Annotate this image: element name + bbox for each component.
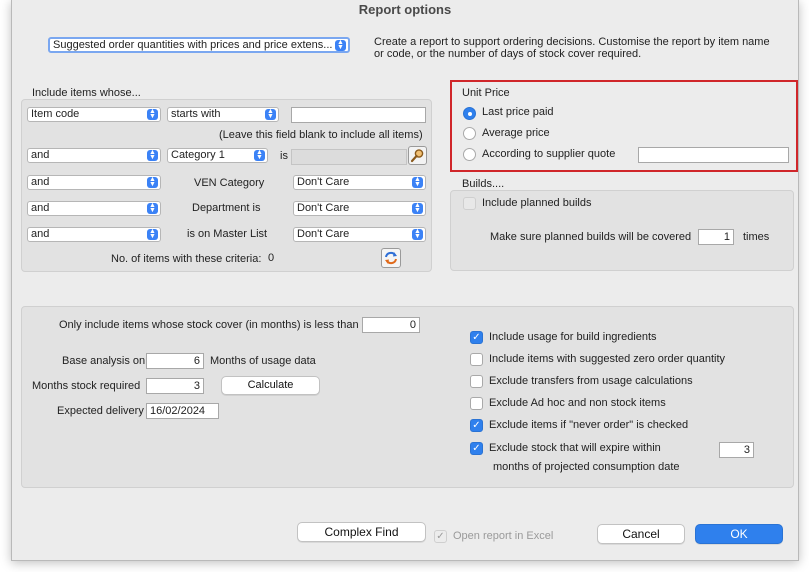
base-analysis-label: Base analysis on [62,355,146,367]
expire-months-input[interactable]: 3 [719,442,754,458]
chevron-updown-icon: ▲ ▼ [147,109,158,120]
criteria-conj-select-4[interactable] [27,201,161,216]
chevron-updown-icon: ▲ ▼ [412,177,423,188]
option-label-0: Include usage for build ingredients [489,331,657,343]
report-type-value: Suggested order quantities with prices and price extens... [53,39,333,51]
option-label-2: Exclude transfers from usage calculations [489,375,693,387]
conj-value: and [31,228,50,240]
average-price-label[interactable]: Average price [482,127,550,139]
option-label-4: Exclude items if "never order" is checked [489,419,689,431]
radio-last-price[interactable] [463,107,476,120]
option-label-3: Exclude Ad hoc and non stock items [489,397,666,409]
department-select[interactable] [293,201,426,216]
calculate-button[interactable]: Calculate [221,376,320,395]
expected-delivery-input[interactable]: 16/02/2024 [146,403,219,419]
chevron-updown-icon: ▲ ▼ [254,150,265,161]
option-checkbox-2[interactable] [470,375,483,388]
supplier-quote-input[interactable] [638,147,789,163]
window-title: Report options [358,2,452,17]
last-price-label[interactable]: Last price paid [482,106,554,118]
radio-average-price[interactable] [463,127,476,140]
criteria-heading: Include items whose... [32,87,141,99]
department-value: Don't Care [297,202,350,214]
conj-value: and [31,202,50,214]
master-list-label: is on Master List [187,228,268,240]
report-options-window [11,0,799,561]
base-analysis-input[interactable]: 6 [146,353,204,369]
option-checkbox-0[interactable]: ✓ [470,331,483,344]
chevron-updown-icon: ▲ ▼ [412,229,423,240]
ven-category-label: VEN Category [194,177,265,189]
include-builds-label: Include planned builds [482,197,592,209]
chevron-updown-icon: ▲ ▼ [147,150,158,161]
item-count-label: No. of items with these criteria: [111,253,262,265]
item-count-value: 0 [268,252,275,264]
chevron-updown-icon: ▲ ▼ [412,203,423,214]
chevron-updown-icon: ▲ ▼ [335,40,346,51]
option-checkbox-4[interactable]: ✓ [470,419,483,432]
stock-cover-label: Only include items whose stock cover (in months) is less than [59,319,359,331]
department-label: Department is [192,202,261,214]
option-label-1: Include items with suggested zero order quantity [489,353,726,365]
refresh-count-button[interactable] [381,248,401,268]
criteria-field-select[interactable] [27,107,161,122]
chevron-updown-icon: ▲ ▼ [147,177,158,188]
stock-cover-input[interactable]: 0 [362,317,420,333]
open-excel-checkbox[interactable]: ✓ [434,530,447,543]
criteria-conj-select-2[interactable] [27,148,161,163]
report-description: Create a report to support ordering decisions. Customise the report by item name or code, or the number of days of stock cover required. [374,36,770,60]
supplier-quote-label[interactable]: According to supplier quote [482,148,616,160]
category-is-label: is [280,150,288,162]
chevron-updown-icon: ▲ ▼ [265,109,276,120]
base-analysis-suffix: Months of usage data [210,355,316,367]
chevron-updown-icon: ▲ ▼ [147,203,158,214]
category-lookup-button[interactable] [408,146,427,165]
include-builds-checkbox[interactable] [463,197,476,210]
master-list-value: Don't Care [297,228,350,240]
complex-find-button[interactable]: Complex Find [297,522,426,542]
ven-category-select[interactable] [293,175,426,190]
category-value: Category 1 [171,149,225,161]
report-type-select[interactable] [48,37,350,53]
builds-times-label: times [743,231,770,243]
search-icon [409,147,426,164]
criteria-operator-select[interactable] [167,107,279,122]
unit-price-heading: Unit Price [462,87,510,99]
criteria-operator-value: starts with [171,108,221,120]
months-required-input[interactable]: 3 [146,378,204,394]
months-required-label: Months stock required [32,380,141,392]
expire-suffix-label: months of projected consumption date [493,461,680,473]
conj-value: and [31,149,50,161]
criteria-conj-select-3[interactable] [27,175,161,190]
conj-value: and [31,176,50,188]
option-label-5: Exclude stock that will expire within [489,442,661,454]
refresh-icon [382,249,400,267]
builds-cover-label: Make sure planned builds will be covered [490,231,692,243]
chevron-updown-icon: ▲ ▼ [147,229,158,240]
ven-category-value: Don't Care [297,176,350,188]
category-value-field [291,149,407,165]
blank-hint: (Leave this field blank to include all items) [219,129,423,141]
criteria-field-value: Item code [31,108,80,120]
option-checkbox-1[interactable] [470,353,483,366]
expected-delivery-label: Expected delivery [57,405,144,417]
criteria-conj-select-5[interactable] [27,227,161,242]
option-checkbox-5[interactable]: ✓ [470,442,483,455]
master-list-select[interactable] [293,227,426,242]
builds-heading: Builds.... [462,178,505,190]
open-excel-label: Open report in Excel [453,530,554,542]
cancel-button[interactable]: Cancel [597,524,685,544]
option-checkbox-3[interactable] [470,397,483,410]
radio-supplier-quote[interactable] [463,148,476,161]
criteria-value-input[interactable] [291,107,426,123]
ok-button[interactable]: OK [695,524,783,544]
builds-times-input[interactable]: 1 [698,229,734,245]
category-select[interactable] [167,148,268,163]
